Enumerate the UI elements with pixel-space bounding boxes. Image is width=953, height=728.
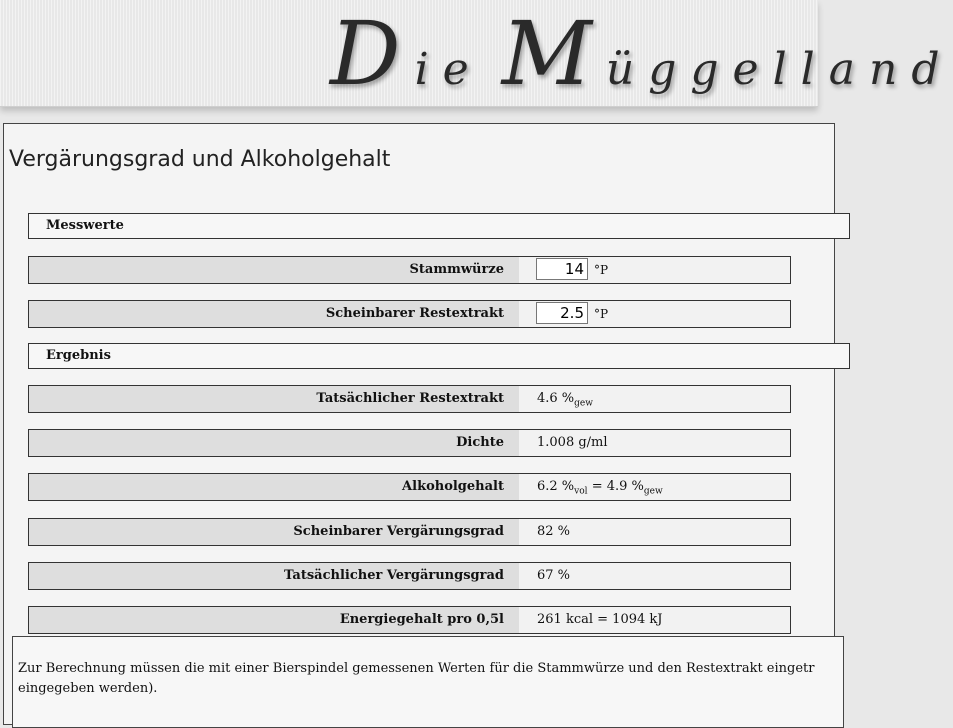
stammwuerze-unit: °P xyxy=(594,263,609,277)
energie-label: Energiegehalt pro 0,5l xyxy=(339,612,504,627)
row-stammwuerze xyxy=(28,256,791,284)
logo-letter-d: D xyxy=(330,2,415,105)
info-note xyxy=(12,636,844,728)
logo-text-ie: ie xyxy=(414,44,483,95)
row-schein-vergaerung xyxy=(28,518,791,546)
row-restextrakt xyxy=(28,300,791,328)
site-logo[interactable] xyxy=(330,2,953,105)
section-messwerte xyxy=(28,213,850,239)
energie-value: 261 kcal = 1094 kJ xyxy=(537,612,663,627)
row-dichte xyxy=(28,429,791,457)
tats-restextrakt-value: 4.6 $\%_{gew}$ xyxy=(537,391,593,409)
schein-vergaerung-label: Scheinbarer Vergärungsgrad xyxy=(293,524,504,539)
restextrakt-input[interactable] xyxy=(536,302,588,324)
stammwuerze-input[interactable] xyxy=(536,258,588,280)
site-header xyxy=(0,0,953,107)
restextrakt-unit: °P xyxy=(594,307,609,321)
tats-vergaerung-label: Tatsächlicher Vergärungsgrad xyxy=(284,568,504,583)
content-panel xyxy=(3,123,835,725)
section-heading: Ergebnis xyxy=(46,348,111,363)
dichte-label: Dichte xyxy=(456,435,504,450)
page-title: Vergärungsgrad und Alkoholgehalt xyxy=(9,147,391,172)
logo-text-uggelland: üggelland xyxy=(605,44,953,95)
section-heading: Messwerte xyxy=(46,218,124,233)
row-tats-restextrakt xyxy=(28,385,791,413)
row-tats-vergaerung xyxy=(28,562,791,590)
tats-restextrakt-label: Tatsächlicher Restextrakt xyxy=(316,391,504,406)
schein-vergaerung-value: 82 % xyxy=(537,524,571,539)
stammwuerze-label: Stammwürze xyxy=(409,262,504,277)
alkohol-value: 6.2 $\%_{vol} = 4.9$ $\%_{gew}$ xyxy=(537,479,663,497)
section-ergebnis xyxy=(28,343,850,369)
tats-vergaerung-value: 67 % xyxy=(537,568,571,583)
dichte-value: 1.008 g/ml xyxy=(537,435,608,450)
alkohol-label: Alkoholgehalt xyxy=(402,479,504,494)
row-energie xyxy=(28,606,791,634)
info-note-text: Zur Berechnung müssen die mit einer Bierspindel gemessenen Werten für die Stammwürze und den Restextrakt eingetr eingegeben werden). xyxy=(18,661,815,696)
row-alkohol xyxy=(28,473,791,501)
restextrakt-label: Scheinbarer Restextrakt xyxy=(325,306,504,321)
logo-letter-m: M xyxy=(501,2,606,105)
